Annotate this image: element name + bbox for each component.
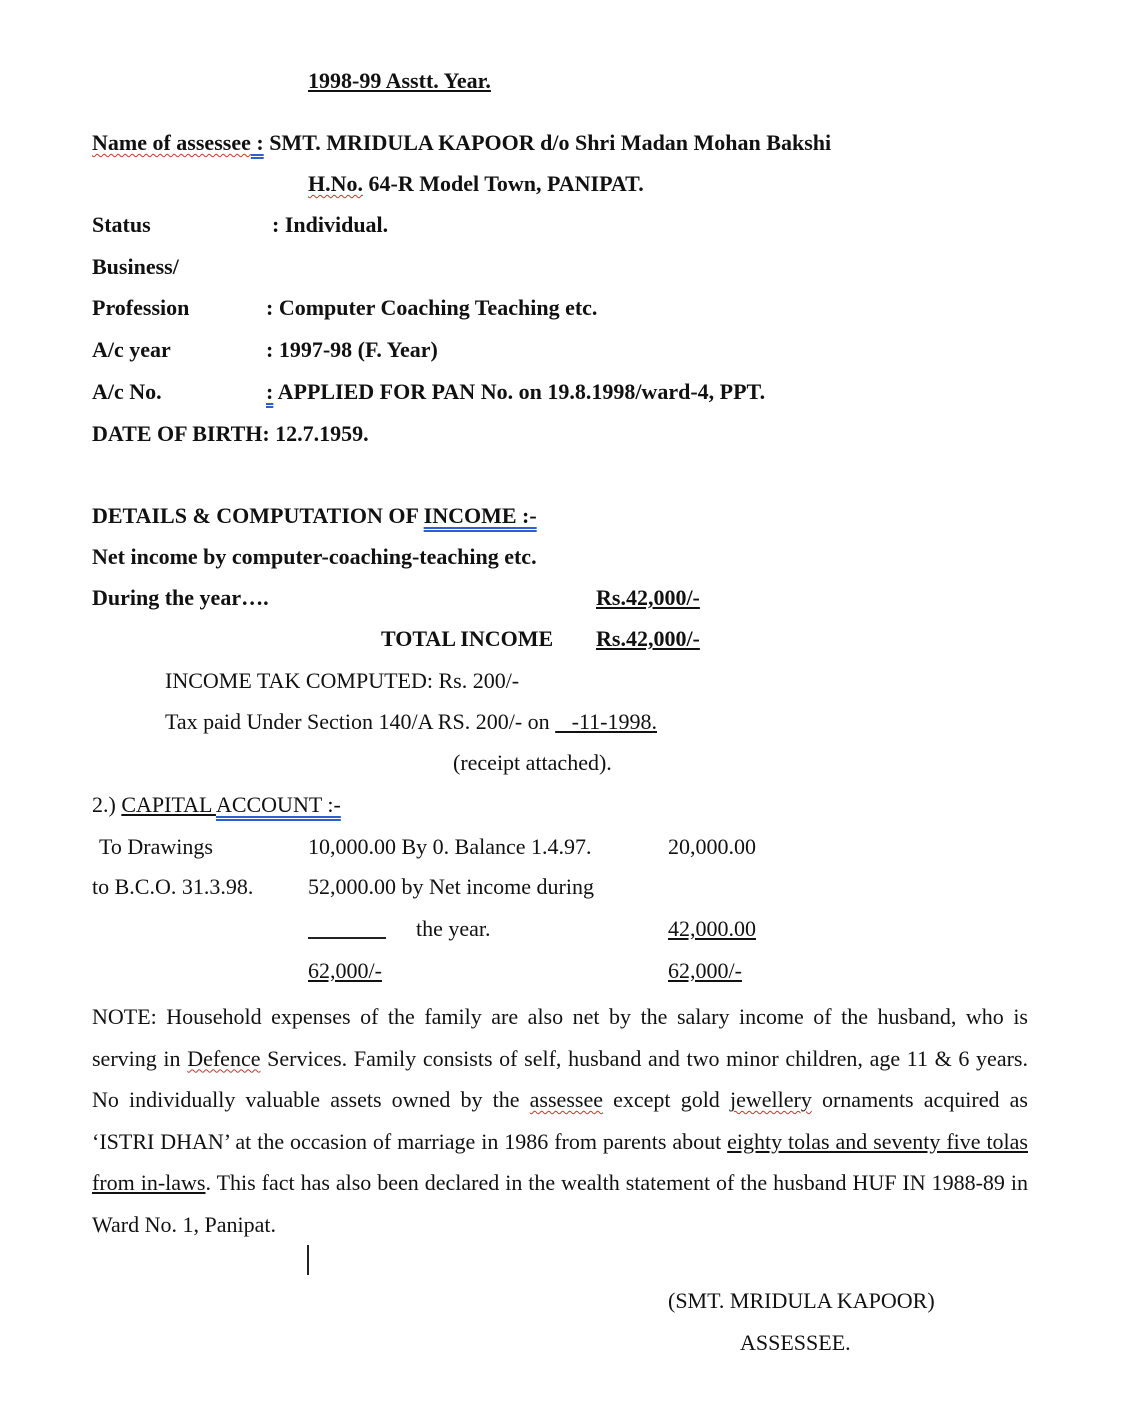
address-hno: H.No. [308, 171, 363, 196]
capital-heading-number: 2.) [92, 792, 122, 817]
total-income-label: TOTAL INCOME [381, 626, 554, 651]
capital-row1-mid: 10,000.00 By 0. Balance 1.4.97. [308, 834, 592, 859]
text-cursor [307, 1245, 309, 1275]
ac-year-label: A/c year [92, 337, 171, 362]
status-label: Status [92, 212, 151, 237]
capital-row1-right: 20,000.00 [668, 834, 756, 859]
profession-label: Profession [92, 295, 190, 320]
computation-heading [92, 503, 537, 529]
capital-total-left: 62,000/- [308, 958, 382, 983]
assessee-name-line [92, 130, 831, 156]
income-amount: Rs.42,000/- [596, 585, 700, 610]
profession-value: : Computer Coaching Teaching etc. [266, 295, 598, 320]
note-paragraph [92, 996, 1028, 1246]
note-text-2: Services. Family consists of self, husband and two minor children, age 11 & 6 years. No individually valuable assets owned by the [92, 1045, 1028, 1113]
tax-computed-line: INCOME TAK COMPUTED: Rs. 200/- [165, 668, 520, 693]
tax-paid-date: -11-1998. [555, 709, 657, 734]
capital-row2-left: to B.C.O. 31.3.98. [92, 874, 254, 899]
note-underlined-phrase: eighty tolas and seventy five tolas from in-laws [92, 1128, 1028, 1196]
capital-account-heading [92, 792, 341, 818]
ac-no-separator: : [266, 379, 274, 404]
business-label: Business/ [92, 254, 179, 279]
note-text-4: ornaments acquired as ‘ISTRI DHAN’ at the occasion of marriage in 1986 from parents about [92, 1087, 1028, 1154]
capital-heading-word1: CAPITAL [121, 792, 216, 817]
tax-paid-text: Tax paid Under Section 140/A RS. 200/- on [165, 709, 556, 734]
receipt-note: (receipt attached). [453, 750, 612, 775]
address-rest: 64-R Model Town, PANIPAT. [363, 171, 644, 196]
signature-role: ASSESSEE. [740, 1330, 851, 1355]
ac-year-value: : 1997-98 (F. Year) [266, 337, 438, 362]
note-assessee: assessee [529, 1087, 603, 1113]
capital-row3-right: 42,000.00 [668, 916, 756, 941]
tax-paid-line [165, 709, 657, 735]
assessment-year-title: 1998-99 Asstt. Year. [308, 68, 491, 93]
total-income-amount: Rs.42,000/- [596, 626, 700, 651]
ac-no-label: A/c No. [92, 379, 162, 404]
capital-total-right: 62,000/- [668, 958, 742, 983]
date-of-birth: DATE OF BIRTH: 12.7.1959. [92, 421, 369, 446]
assessee-address [308, 171, 644, 197]
note-defence: Defence [187, 1045, 261, 1071]
net-income-line: Net income by computer-coaching-teaching etc. [92, 544, 537, 569]
capital-row2-mid: 52,000.00 by Net income during [308, 874, 594, 899]
note-text-5: . This fact has also been declared in the wealth statement of the husband HUF IN 1988-89 in Ward No. 1, Panipat. [92, 1170, 1028, 1237]
capital-row3-mid: the year. [416, 916, 491, 941]
name-value: SMT. MRIDULA KAPOOR d/o Shri Madan Mohan Bakshi [263, 130, 832, 155]
note-text-3: except gold [602, 1087, 730, 1113]
ac-no-value: APPLIED FOR PAN No. on 19.8.1998/ward-4, PPT. [273, 379, 766, 404]
during-year-line: During the year…. [92, 585, 269, 610]
status-value: : Individual. [272, 212, 389, 237]
computation-heading-text: DETAILS & COMPUTATION OF [92, 503, 424, 528]
computation-heading-income: INCOME :- [423, 503, 537, 528]
blank-underline [308, 937, 386, 939]
capital-row1-left: To Drawings [99, 834, 213, 859]
name-separator: : [250, 130, 264, 155]
note-jewellery: jewellery [729, 1087, 812, 1113]
ac-no-value-line [256, 379, 765, 405]
note-text-1: NOTE: Household expenses of the family are also net by the salary income of the husband, who is serving in [92, 1004, 1028, 1071]
signature-name: (SMT. MRIDULA KAPOOR) [668, 1288, 935, 1313]
capital-heading-word2: ACCOUNT :- [215, 792, 341, 817]
name-label: Name of assessee [92, 130, 251, 155]
